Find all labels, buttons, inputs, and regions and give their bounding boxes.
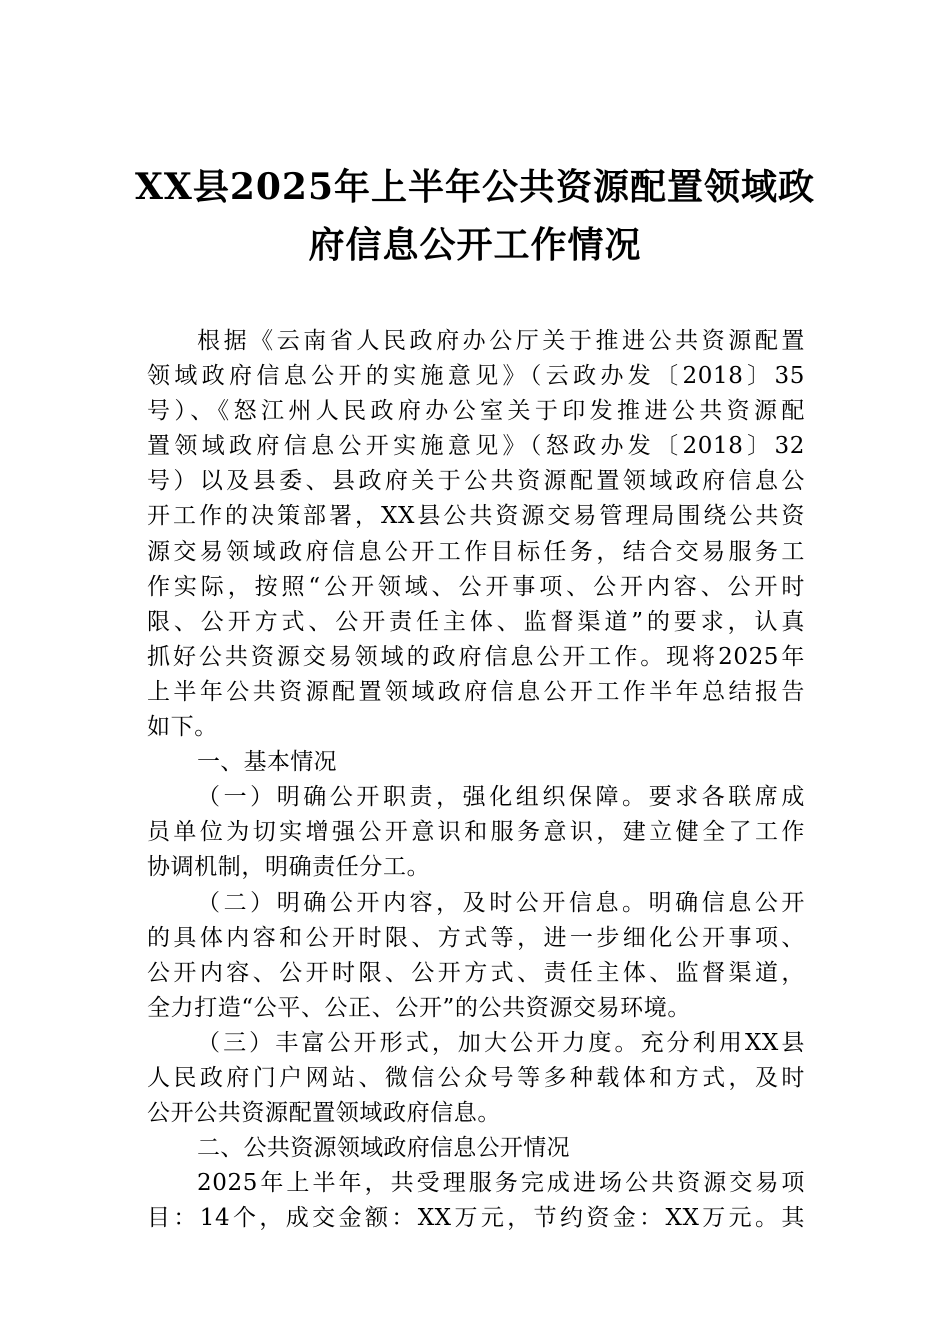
document-body	[147, 324, 805, 1236]
item-2-line: 公开内容、公开时限、公开方式、责任主体、监督渠道，	[147, 959, 805, 986]
intro-line: 限、公开方式、公开责任主体、监督渠道”的要求，认真	[147, 608, 805, 635]
intro-line: 根据《云南省人民政府办公厅关于推进公共资源配置	[197, 328, 805, 354]
section-2-paragraph	[147, 1166, 805, 1236]
item-2-line: 的具体内容和公开时限、方式等，进一步细化公开事项、	[147, 924, 805, 951]
item-2-line: （二）明确公开内容，及时公开信息。明确信息公开	[197, 889, 805, 916]
intro-line: 号）、《怒江州人民政府办公室关于印发推进公共资源配	[147, 398, 805, 425]
item-1-line: （一）明确公开职责，强化组织保障。要求各联席成	[197, 784, 805, 811]
item-3-line: 人民政府门户网站、微信公众号等多种载体和方式，及时	[147, 1064, 805, 1091]
section-heading-basic: 一、基本情况	[197, 749, 337, 776]
section-2-line: 目：14个，成交金额：XX万元，节约资金：XX万元。其	[147, 1205, 805, 1232]
title-line-1: XX县2025年上半年公共资源配置领域政	[134, 166, 816, 208]
item-3-line: （三）丰富公开形式，加大公开力度。充分利用XX县	[197, 1029, 805, 1056]
item-2-paragraph	[147, 886, 805, 1026]
intro-line: 上半年公共资源配置领域政府信息公开工作半年总结报告	[147, 678, 805, 705]
item-3-line: 公开公共资源配置领域政府信息。	[147, 1100, 501, 1127]
section-2-line: 2025年上半年，共受理服务完成进场公共资源交易项	[197, 1170, 805, 1197]
item-1-line: 员单位为切实增强公开意识和服务意识，建立健全了工作	[147, 819, 805, 846]
intro-line: 号）以及县委、县政府关于公共资源配置领域政府信息公	[147, 468, 805, 495]
document-title	[120, 158, 830, 274]
intro-line: 置领域政府信息公开实施意见》（怒政办发〔2018〕32	[147, 433, 805, 460]
intro-line: 作实际，按照“公开领域、公开事项、公开内容、公开时	[147, 573, 805, 600]
intro-line: 如下。	[147, 714, 218, 741]
item-1-paragraph	[147, 780, 805, 885]
intro-paragraph	[147, 324, 805, 745]
item-3-paragraph	[147, 1026, 805, 1131]
title-line-2: 府信息公开工作情况	[308, 224, 642, 266]
intro-line: 源交易领域政府信息公开工作目标任务，结合交易服务工	[147, 538, 805, 565]
item-2-line: 全力打造“公平、公正、公开”的公共资源交易环境。	[147, 994, 691, 1021]
intro-line: 抓好公共资源交易领域的政府信息公开工作。现将2025年	[147, 643, 805, 670]
item-1-line: 协调机制，明确责任分工。	[147, 854, 431, 881]
section-heading-disclosure: 二、公共资源领域政府信息公开情况	[197, 1135, 570, 1162]
intro-line: 领域政府信息公开的实施意见》（云政办发〔2018〕35	[147, 363, 805, 390]
intro-line: 开工作的决策部署，XX县公共资源交易管理局围绕公共资	[147, 503, 805, 530]
